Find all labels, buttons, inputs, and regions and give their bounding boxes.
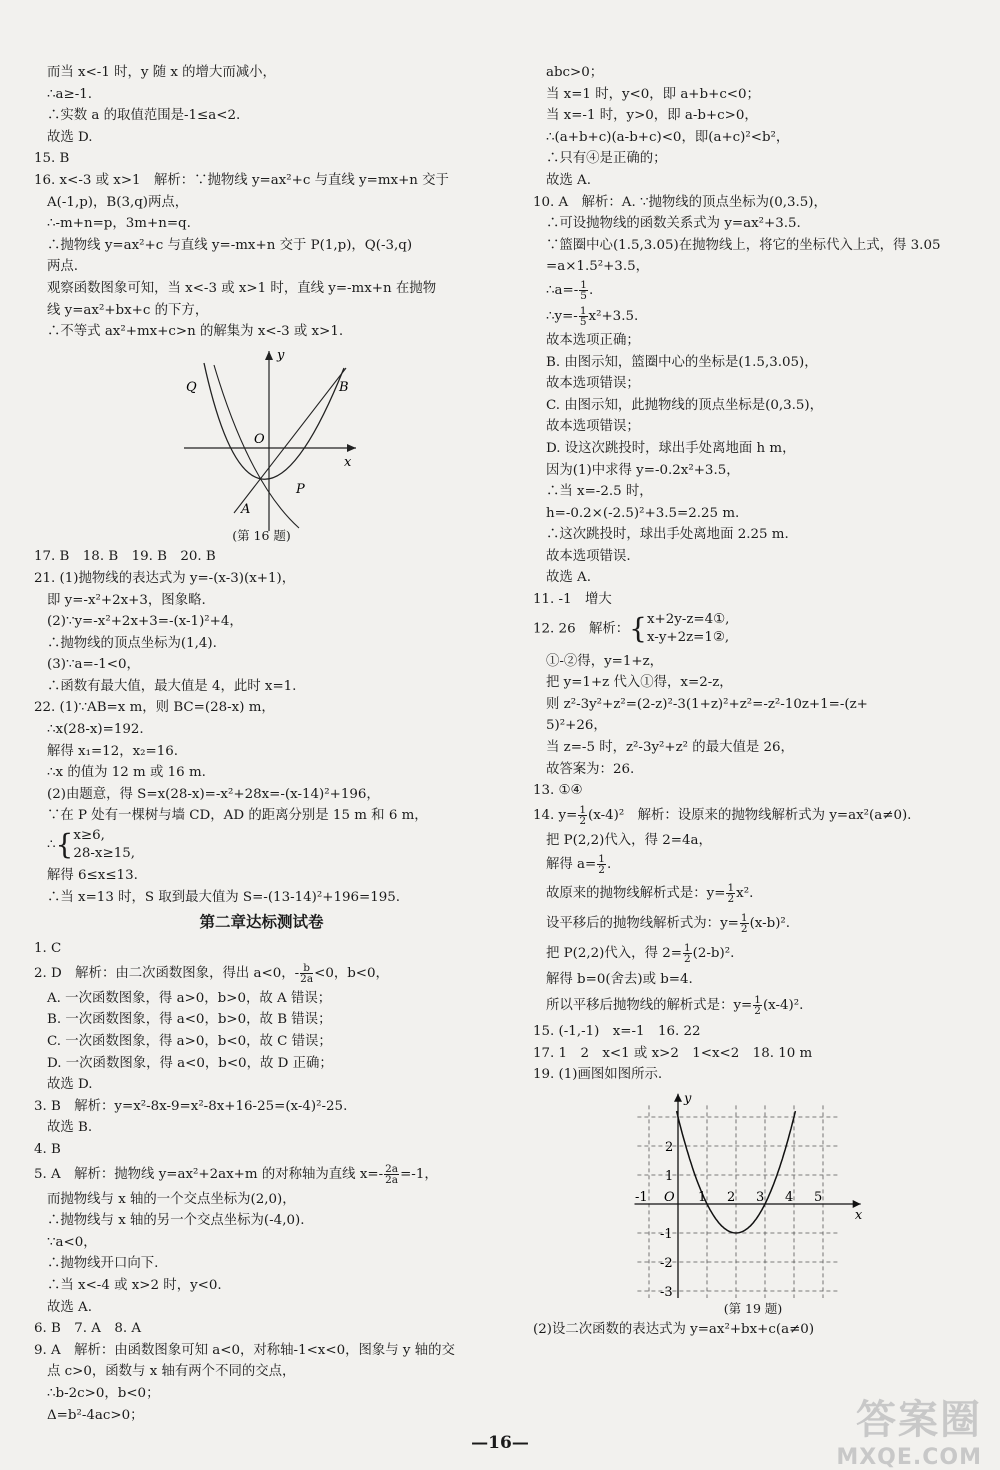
q2-answer (34, 960, 489, 988)
q14d-pre: 故原来的抛物线解析式是：y= (546, 886, 726, 902)
text-line: 当 x=-1 时，y>0，即 a-b+c>0， (546, 108, 758, 124)
q14-line-d (533, 879, 973, 909)
text-line: ∴抛物线开口向下. (47, 1256, 159, 1272)
fig16-y-label: y (277, 347, 285, 363)
q14a-den: 2 (579, 814, 587, 827)
system-12: 12. 26 解析：{ x+2y-z=4①, x-y+2z=1②, (533, 611, 730, 645)
sys12-line2: x-y+2z=1②, (646, 629, 730, 645)
fig16-a-label: A (241, 501, 251, 517)
q14-line-f (533, 939, 973, 969)
q10-fraction-a (533, 278, 973, 304)
text-line: (3)∵a=-1<0， (47, 657, 140, 673)
text-line: 则 z²-3y²+z²=(2-z)²-3(1+z)²+z²=-z²-10z+1=-(z+ (546, 696, 868, 712)
f10a-post: . (588, 282, 594, 298)
text-line: ∴抛物线 y=ax²+c 与直线 y=-mx+n 交于 P(1,p)，Q(-3,q) (47, 237, 413, 253)
fig19-x-tick: 1 (698, 1189, 707, 1205)
text-line: ∵a<0， (47, 1234, 97, 1250)
q14c-pre: 解得 a= (546, 857, 597, 873)
text-line: 即 y=-x²+2x+3，图象略. (47, 592, 206, 608)
text-line: 故本选项正确； (546, 332, 640, 348)
figure-16-graph (34, 343, 489, 533)
page-number: —16— (471, 1433, 529, 1453)
text-line: h=-0.2×(-2.5)²+3.5=2.25 m. (546, 505, 740, 521)
left-column (34, 62, 489, 1426)
fig19-y-tick: -2 (660, 1255, 673, 1271)
text-line: 17. 1 2 x<1 或 x>2 1<x<2 18. 10 m (533, 1045, 813, 1061)
q2-frac-den: 2a (300, 972, 314, 985)
text-line: B. 一次函数图象，得 a<0，b>0，故 B 错误； (47, 1012, 332, 1028)
sys12-line1: x+2y-z=4①, (646, 611, 730, 627)
f10a-pre: ∴a=- (546, 282, 579, 298)
text-line: ∴b-2c>0，b<0； (47, 1385, 160, 1401)
figure-16-caption: (第 16 题) (232, 527, 291, 543)
text-line: ∴x 的值为 12 m 或 16 m. (47, 765, 206, 781)
fig19-x-tick: -1 (635, 1189, 648, 1205)
text-line: ∴可设抛物线的函数关系式为 y=ax²+3.5. (546, 216, 801, 232)
text-line: 而抛物线与 x 轴的一个交点坐标为(2,0)， (47, 1191, 296, 1207)
q2-text-post: <0，b<0， (314, 965, 389, 981)
text-line: ∵篮圈中心(1.5,3.05)在抛物线上，将它的坐标代入上式，得 3.05 (546, 237, 941, 253)
figure-19 (533, 1086, 973, 1298)
q14h-den: 2 (754, 1005, 761, 1017)
q5-frac-num: 2a (385, 1162, 399, 1175)
q1-answer: 1. C (34, 941, 62, 957)
q14-line-a (533, 802, 973, 830)
watermark-text: 答案圈 (856, 1397, 982, 1443)
text-line: A(-1,p)，B(3,q)两点， (47, 194, 189, 210)
text-line: 因为(1)中求得 y=-0.2x²+3.5， (546, 462, 740, 478)
q5-frac-den: 2a (385, 1173, 399, 1186)
text-line: 13. ①④ (533, 783, 583, 799)
text-line: (2)∵y=-x²+2x+3=-(x-1)²+4， (47, 614, 243, 630)
text-line: ∴函数有最大值，最大值是 4，此时 x=1. (47, 678, 297, 694)
text-line: 解得 6≤x≤13. (47, 868, 138, 884)
q14a-pre: 14. y= (533, 807, 578, 823)
text-line: 故选 D. (47, 1077, 93, 1093)
q14c-post: . (606, 857, 612, 873)
text-line: 10. A 解析：A. ∵抛物线的顶点坐标为(0,3.5)， (533, 194, 827, 210)
text-line: 线 y=ax²+bx+c 的下方， (47, 302, 209, 318)
q14a-num: 1 (579, 803, 587, 816)
fig16-x-label: x (344, 454, 352, 470)
q14h-post: (x-4)². (762, 998, 804, 1013)
f10a-num: 1 (580, 278, 587, 291)
q14f-post: (2-b)². (692, 946, 735, 962)
text-line: 17. B 18. B 19. B 20. B (34, 549, 216, 565)
fig19-y-tick: 1 (665, 1168, 674, 1184)
text-line: 解得 x₁=12，x₂=16. (47, 743, 179, 759)
text-line: 5)²+26， (546, 718, 607, 734)
text-line: abc>0； (546, 65, 604, 80)
q2-text-pre: 2. D 解析：由二次函数图象，得出 a<0，- (34, 965, 300, 981)
text-line: A. 一次函数图象，得 a>0，b>0，故 A 错误； (47, 990, 332, 1006)
text-line: =a×1.5²+3.5， (546, 259, 649, 275)
fig19-origin-label: O (664, 1189, 675, 1205)
q5-text-pre: 5. A 解析：抛物线 y=ax²+2ax+m 的对称轴为直线 x=- (34, 1166, 384, 1182)
fig19-x-tick: 5 (814, 1189, 823, 1205)
text-line: 11. -1 增大 (533, 592, 612, 608)
text-line: ①-②得，y=1+z， (546, 653, 664, 669)
text-line: (2)由题意，得 S=x(28-x)=-x²+28x=-(x-14)²+196， (47, 786, 380, 802)
text-line: 15. B (34, 151, 70, 167)
x-axis-arrow (853, 1200, 861, 1208)
f10b-post: x²+3.5. (588, 308, 639, 324)
text-line: 故选 A. (546, 570, 591, 586)
q14f-num: 1 (683, 942, 691, 955)
text-line: 而当 x<-1 时，y 随 x 的增大而减小， (47, 65, 276, 80)
text-line: 16. x<-3 或 x>1 解析：∵抛物线 y=ax²+c 与直线 y=mx+n 交于 (34, 172, 449, 188)
q5-answer (34, 1161, 489, 1189)
sys22-line1: x≥6, (73, 828, 105, 844)
text-line: ∴当 x=-2.5 时， (546, 484, 653, 500)
q14e-pre: 设平移后的抛物线解析式为：y= (546, 916, 739, 932)
text-line: ∴x(28-x)=192. (47, 722, 144, 738)
sys22-prefix: ∴ (47, 837, 56, 853)
q14e-num: 1 (740, 912, 748, 925)
f10a-den: 5 (580, 289, 587, 302)
text-line: 故本选项错误； (546, 419, 640, 435)
q19-part2: (2)设二次函数的表达式为 y=ax²+bx+c(a≠0) (533, 1322, 815, 1338)
watermark-url: MXQE.COM (836, 1445, 982, 1470)
watermark-logo (836, 1388, 982, 1470)
figure-19-graph (533, 1086, 973, 1298)
text-line: ∴(a+b+c)(a-b+c)<0，即(a+c)²<b²， (546, 129, 790, 145)
text-line: ∴抛物线与 x 轴的另一个交点坐标为(-4,0). (47, 1213, 305, 1229)
text-line: 故选 B. (47, 1120, 93, 1136)
text-line: ∴这次跳投时，球出手处离地面 2.25 m. (546, 527, 789, 543)
text-line: 3. B 解析：y=x²-8x-9=x²-8x+16-25=(x-4)²-25. (34, 1098, 348, 1114)
text-line: 4. B (34, 1141, 61, 1157)
fig16-b-label: B (339, 379, 349, 395)
text-line: 把 y=1+z 代入①得，x=2-z， (546, 675, 733, 691)
q14h-num: 1 (754, 994, 761, 1006)
fig16-p-label: P (296, 481, 305, 497)
text-line: 故选 D. (47, 129, 93, 145)
q14c-den: 2 (598, 864, 605, 877)
q5-text-post: =-1， (400, 1166, 438, 1182)
q14-line-h (533, 991, 973, 1021)
q14-line-e (533, 909, 973, 939)
q14d-den: 2 (727, 893, 735, 906)
q14h-pre: 所以平移后抛物线的解析式是：y= (546, 998, 753, 1013)
chapter-heading: 第二章达标测试卷 (199, 912, 324, 932)
q14-line-c (533, 851, 973, 879)
f10b-den: 5 (579, 315, 587, 328)
q14-line-g: 解得 b=0(舍去)或 b=4. (546, 972, 693, 988)
text-line: ∴抛物线的顶点坐标为(1,4). (47, 635, 217, 651)
fig19-x-tick: 3 (756, 1189, 765, 1205)
sys22-line2: 28-x≥15, (73, 846, 135, 862)
figure-19-caption: (第 19 题) (723, 1300, 783, 1316)
text-line: 22. (1)∵AB=x m，则 BC=(28-x) m， (34, 700, 275, 716)
right-column (533, 62, 973, 1341)
system-22: ∴{ x≥6, 28-x≥15, (47, 828, 135, 862)
text-line: 两点. (47, 259, 79, 275)
text-line: 当 z=-5 时，z²-3y²+z² 的最大值是 26， (546, 740, 794, 756)
q14e-den: 2 (740, 923, 748, 936)
text-line: B. 由图示知，篮圈中心的坐标是(1.5,3.05)， (546, 354, 818, 370)
text-line: 19. (1)画图如图所示. (533, 1067, 663, 1083)
text-line: C. 一次函数图象，得 a>0，b<0，故 C 错误； (47, 1034, 332, 1049)
fig19-y-tick: 2 (665, 1139, 674, 1155)
q14d-num: 1 (727, 882, 735, 895)
text-line: 故答案为：26. (546, 761, 635, 777)
text-line: 21. (1)抛物线的表达式为 y=-(x-3)(x+1)， (34, 570, 296, 586)
text-line: C. 由图示知，此抛物线的顶点坐标是(0,3.5)， (546, 397, 824, 413)
fig19-y-label: y (684, 1091, 692, 1107)
text-line: D. 设这次跳投时，球出手处离地面 h m， (546, 440, 796, 456)
text-line: ∴当 x<-4 或 x>2 时，y<0. (47, 1277, 222, 1293)
text-line: 当 x=1 时，y<0，即 a+b+c<0； (546, 86, 760, 102)
text-line: 15. (-1,-1) x=-1 16. 22 (533, 1024, 701, 1039)
text-line: D. 一次函数图象，得 a<0，b<0，故 D 正确； (47, 1055, 333, 1071)
q14c-num: 1 (598, 853, 605, 866)
y-axis-arrow (674, 1094, 682, 1102)
sys12-prefix: 12. 26 解析： (533, 621, 630, 637)
text-line: ∴实数 a 的取值范围是-1≤a<2. (47, 108, 241, 124)
fig16-origin-label: O (254, 431, 265, 447)
q14f-pre: 把 P(2,2)代入，得 2= (546, 946, 682, 962)
text-line: 故本选项错误. (546, 548, 631, 564)
f10b-num: 1 (579, 304, 587, 317)
fig19-y-tick: -3 (660, 1284, 673, 1298)
text-line: 故选 A. (47, 1299, 92, 1315)
text-line: 观察函数图象可知，当 x<-3 或 x>1 时，直线 y=-mx+n 在抛物 (47, 280, 437, 296)
q14f-den: 2 (683, 953, 691, 966)
q10-fraction-b (533, 304, 973, 330)
text-line: 故本选项错误； (546, 376, 640, 392)
text-line: ∵在 P 处有一棵树与墙 CD，AD 的距离分别是 15 m 和 6 m， (47, 808, 428, 824)
fig19-x-tick: 2 (727, 1189, 736, 1205)
text-line: 点 c>0，函数与 x 轴有两个不同的交点， (47, 1364, 296, 1380)
fig19-y-tick: -1 (660, 1226, 673, 1242)
fig19-x-tick: 4 (785, 1189, 794, 1205)
text-line: ∴当 x=13 时，S 取到最大值为 S=-(13-14)²+196=195. (47, 889, 401, 905)
text-line: ∴不等式 ax²+mx+c>n 的解集为 x<-3 或 x>1. (47, 324, 344, 340)
q14e-post: (x-b)². (749, 916, 791, 932)
figure-16 (34, 343, 489, 533)
fig19-x-label: x (854, 1207, 863, 1223)
text-line: 9. A 解析：由函数图象可知 a<0，对称轴-1<x<0，图象与 y 轴的交 (34, 1342, 455, 1358)
q2-frac-num: b (300, 963, 313, 974)
text-line: 6. B 7. A 8. A (34, 1321, 142, 1337)
text-line: 故选 A. (546, 172, 591, 188)
f10b-pre: ∴y=- (546, 308, 578, 324)
text-line: Δ=b²-4ac>0； (47, 1407, 144, 1423)
q14-line-b: 把 P(2,2)代入，得 2=4a， (546, 832, 712, 848)
fig16-q-label: Q (186, 379, 197, 395)
q14d-post: x². (736, 886, 754, 902)
q14a-post: (x-4)² 解析：设原来的抛物线解析式为 y=ax²(a≠0). (588, 807, 912, 823)
text-line: ∴-m+n=p，3m+n=q. (47, 216, 191, 232)
text-line: ∴只有④是正确的； (546, 151, 667, 167)
text-line: ∴a≥-1. (47, 86, 93, 102)
